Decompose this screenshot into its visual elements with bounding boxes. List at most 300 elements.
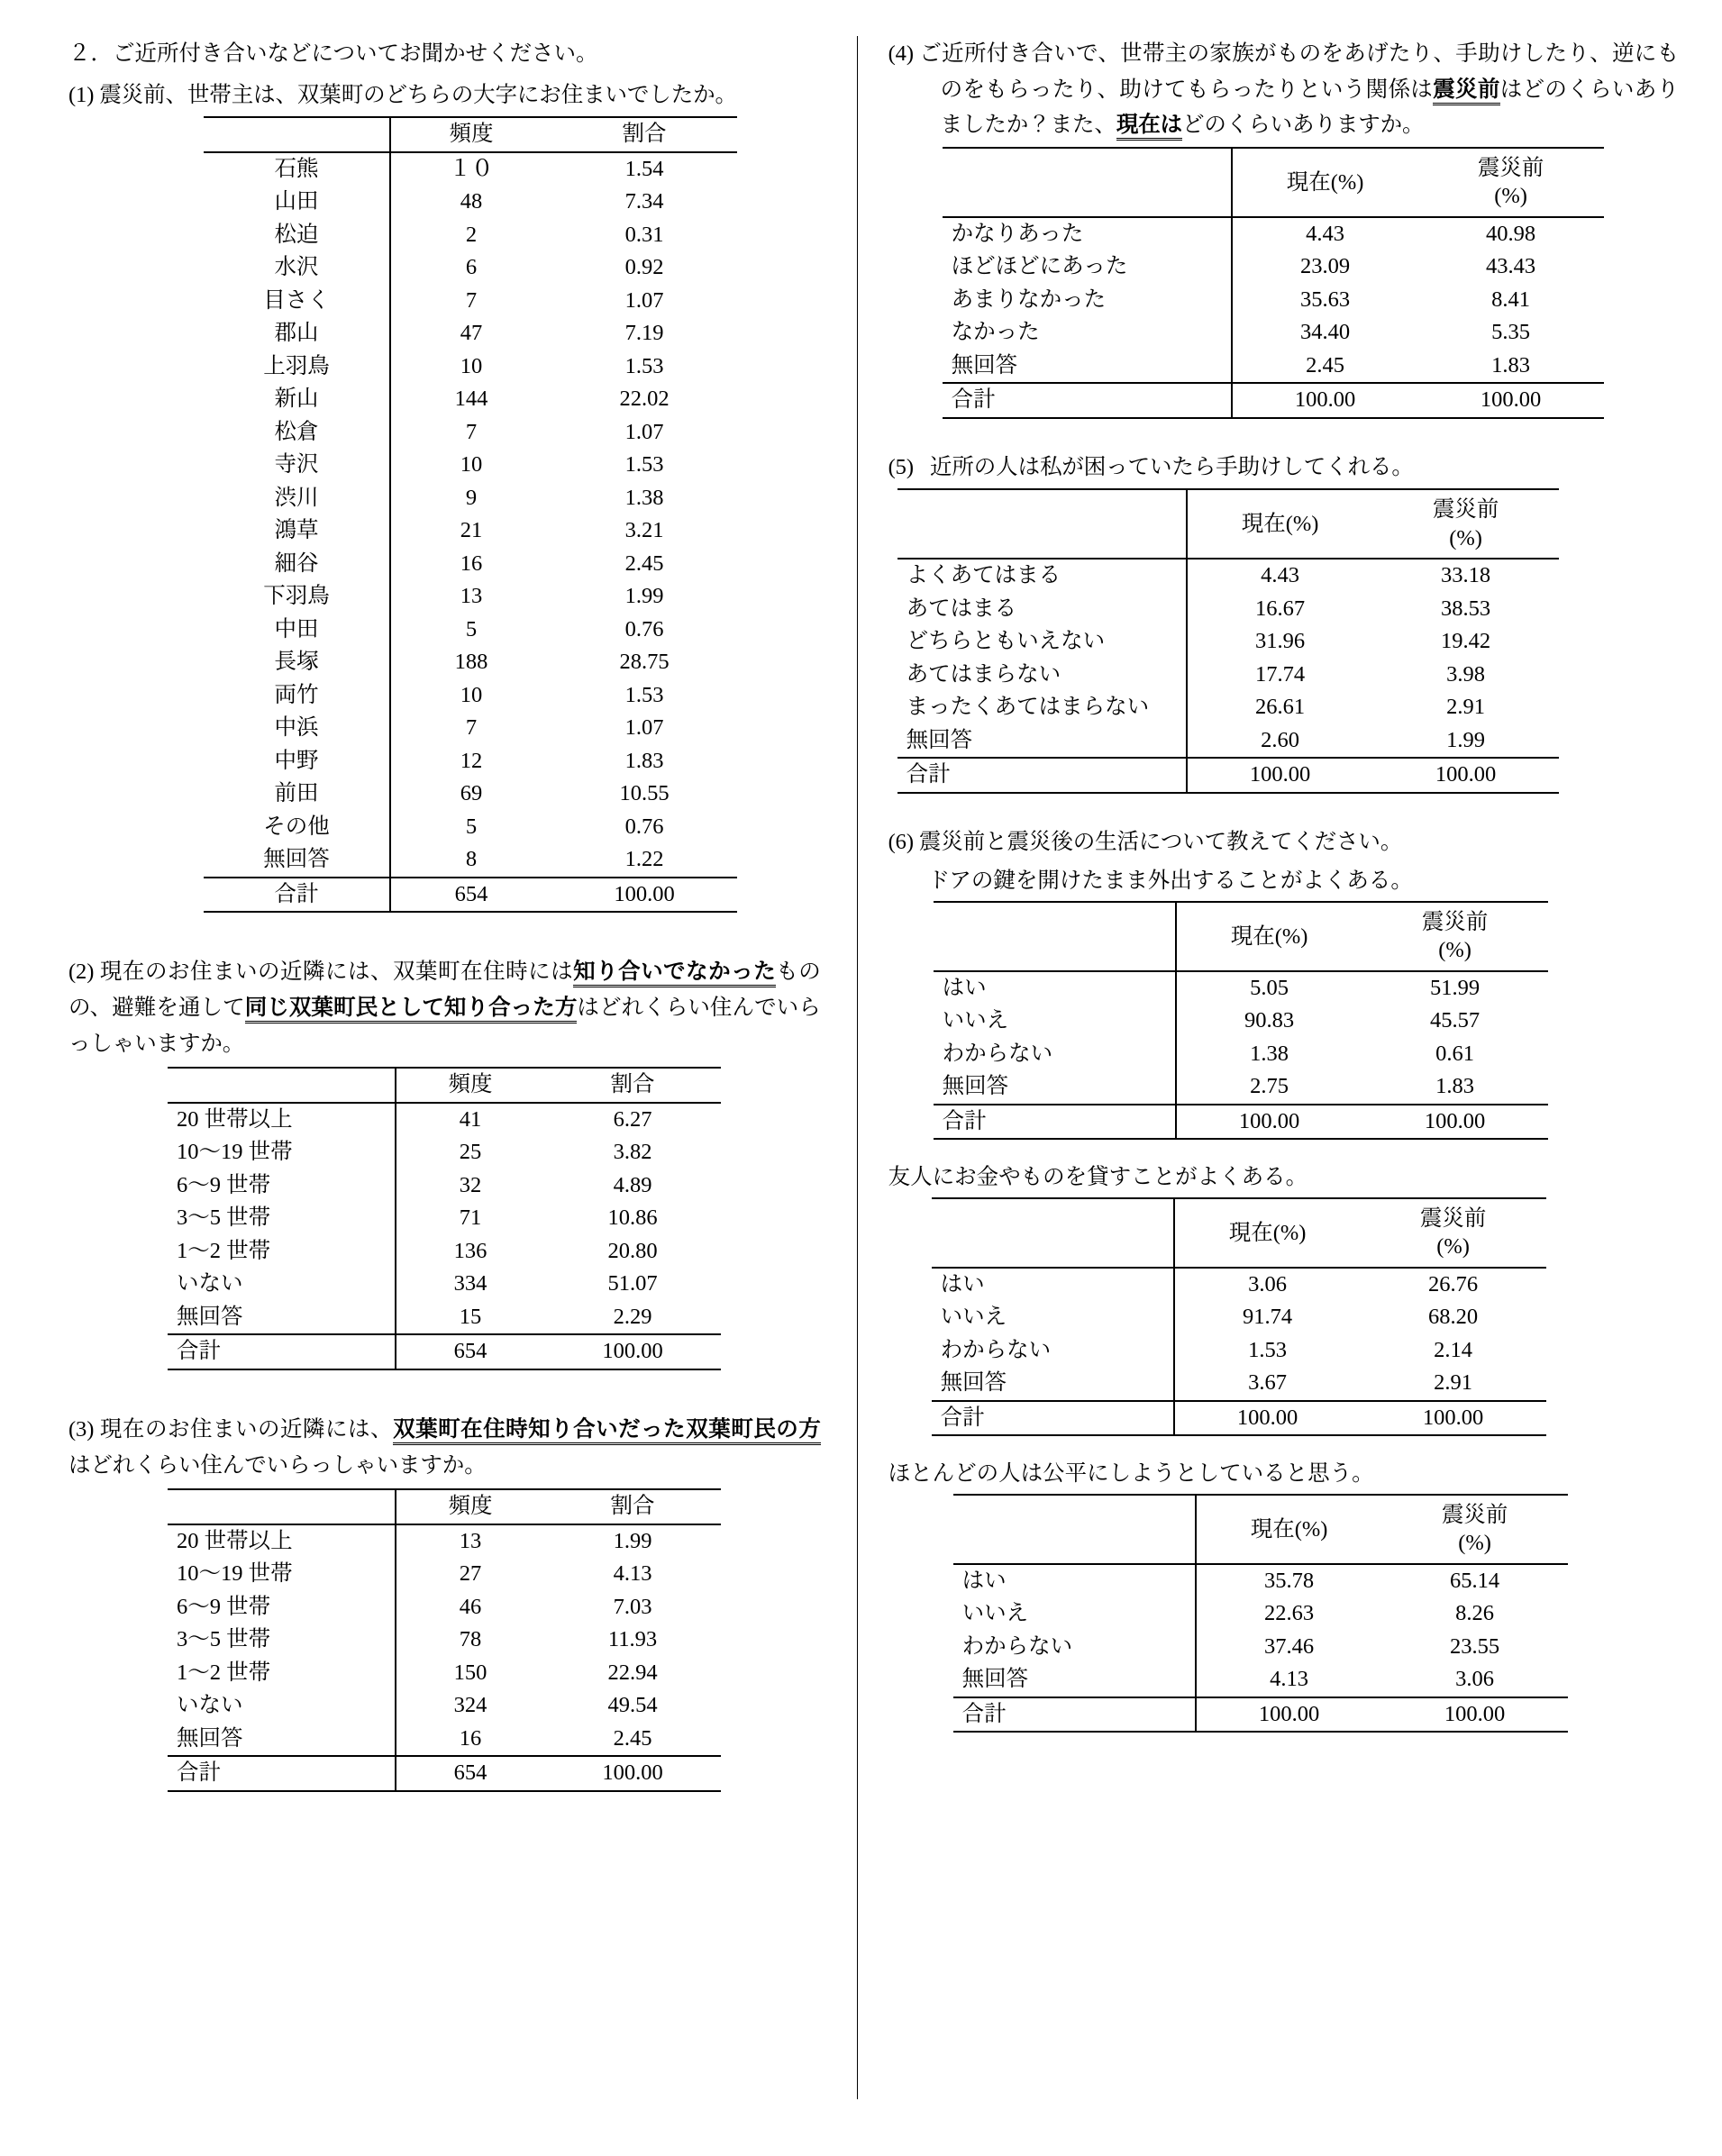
row-label: 寺沢	[204, 449, 390, 482]
row-label: わからない	[934, 1038, 1176, 1071]
table-row	[168, 1689, 721, 1723]
col-header-before-quake-line2: (%)	[1449, 525, 1482, 550]
question-4-body-b: はどのくらいありましたか？また、	[940, 77, 1679, 138]
question-6-sub3-table-wrap	[953, 1494, 1679, 1733]
row-ratio: 28.75	[619, 650, 670, 675]
row-frequency: 5	[465, 814, 478, 839]
row-label: 無回答	[934, 1070, 1176, 1105]
table-total-row	[953, 1697, 1568, 1733]
table-row	[168, 1235, 721, 1269]
question-6-body: 震災前と震災後の生活について教えてください。	[918, 829, 1403, 854]
row-current: 90.83	[1244, 1008, 1295, 1033]
row-before: 1.83	[1491, 352, 1531, 378]
row-label: 石熊	[204, 152, 390, 186]
row-before: 5.35	[1491, 320, 1531, 345]
row-label: 1〜2 世帯	[168, 1657, 396, 1690]
row-ratio: 1.53	[624, 353, 664, 378]
col-header-before-quake-line1: 震災前	[1432, 497, 1499, 523]
table-row	[934, 1005, 1548, 1038]
row-ratio: 1.54	[624, 156, 664, 181]
col-header-current: 現在(%)	[1187, 489, 1373, 559]
question-6-number: (6)	[888, 829, 914, 854]
row-before: 51.99	[1430, 975, 1481, 1000]
row-ratio: 1.99	[624, 584, 664, 609]
row-before: 3.98	[1446, 661, 1486, 687]
table-header-row	[168, 1068, 721, 1103]
table-body	[897, 559, 1559, 793]
row-current: 35.63	[1300, 287, 1351, 312]
row-label: 無回答	[897, 724, 1187, 759]
row-current: 37.46	[1264, 1633, 1315, 1659]
row-frequency: 7	[465, 715, 478, 741]
row-current: 35.78	[1264, 1568, 1315, 1593]
table-row	[204, 186, 737, 219]
section-title: ご近所付き合いなどについてお聞かせください。	[113, 41, 598, 66]
row-frequency: 136	[453, 1238, 487, 1263]
row-ratio: 49.54	[607, 1693, 658, 1718]
row-frequency: 32	[459, 1172, 482, 1197]
table-row	[943, 217, 1604, 251]
row-ratio: 4.89	[613, 1172, 652, 1197]
row-frequency: 41	[459, 1106, 482, 1132]
table-row	[932, 1367, 1546, 1401]
table-row	[204, 514, 737, 548]
row-before: 26.76	[1428, 1271, 1479, 1296]
question-4-emphasis-a: 震災前	[1433, 77, 1500, 105]
col-header-before-quake	[1361, 1198, 1546, 1268]
table-header-row	[934, 902, 1548, 971]
row-label: 1〜2 世帯	[168, 1235, 396, 1269]
row-current: 3.67	[1248, 1370, 1288, 1396]
row-label: 無回答	[943, 350, 1232, 384]
row-before: 8.41	[1491, 287, 1531, 312]
table-header-row	[168, 1489, 721, 1524]
question-3-table-wrap	[168, 1488, 821, 1792]
row-label: 両竹	[204, 679, 390, 713]
table-row	[168, 1723, 721, 1757]
total-current: 100.00	[1176, 1105, 1362, 1140]
question-6-text	[888, 824, 1679, 860]
table-total-row	[934, 1105, 1548, 1140]
question-2-number: (2)	[68, 960, 95, 985]
col-header-blank	[943, 148, 1232, 217]
question-5-table-wrap	[897, 488, 1679, 793]
question-2-table	[168, 1067, 721, 1370]
col-header-before-quake-line1: 震災前	[1419, 1205, 1487, 1231]
table-row	[168, 1136, 721, 1169]
table-head	[204, 117, 737, 152]
table-row	[204, 152, 737, 186]
row-before: 19.42	[1441, 629, 1491, 654]
table-total-row	[168, 1334, 721, 1369]
table-row	[168, 1268, 721, 1301]
col-header-before-quake-line2: (%)	[1438, 938, 1471, 963]
table-row	[943, 284, 1604, 317]
section-number: ２．	[68, 41, 113, 66]
row-frequency: 47	[460, 321, 483, 346]
row-ratio: 7.03	[613, 1594, 652, 1619]
row-label: よくあてはまる	[897, 559, 1187, 593]
table-header-row	[943, 148, 1604, 217]
row-before: 68.20	[1428, 1305, 1479, 1330]
row-frequency: 27	[459, 1561, 482, 1587]
col-header-before-quake-line1: 震災前	[1441, 1502, 1508, 1527]
row-current: 1.53	[1248, 1337, 1288, 1362]
row-frequency: 46	[459, 1594, 482, 1619]
col-header-ratio: 割合	[544, 1489, 721, 1524]
table-row	[204, 548, 737, 581]
row-frequency: 144	[454, 387, 488, 412]
table-row	[953, 1663, 1568, 1697]
table-body	[934, 971, 1548, 1140]
table-row	[168, 1202, 721, 1235]
row-ratio: 22.02	[619, 387, 670, 412]
total-ratio: 100.00	[544, 1756, 721, 1791]
table-row	[204, 350, 737, 384]
total-current: 100.00	[1232, 383, 1418, 418]
row-label: はい	[932, 1268, 1174, 1302]
table-total-row	[932, 1401, 1546, 1436]
row-label: 松迫	[204, 219, 390, 252]
row-label: いない	[168, 1689, 396, 1723]
row-frequency: 324	[453, 1693, 487, 1718]
table-row	[943, 316, 1604, 350]
row-label: 10〜19 世帯	[168, 1136, 396, 1169]
row-current: 31.96	[1255, 629, 1306, 654]
question-5-table	[897, 488, 1559, 793]
table-body	[168, 1524, 721, 1791]
row-label: 下羽鳥	[204, 580, 390, 614]
row-before: 40.98	[1486, 221, 1536, 246]
col-header-blank	[168, 1068, 396, 1103]
total-label: 合計	[934, 1105, 1176, 1140]
row-ratio: 6.27	[613, 1106, 652, 1132]
row-before: 2.14	[1434, 1337, 1473, 1362]
total-label: 合計	[897, 758, 1187, 793]
row-frequency: 6	[465, 255, 478, 280]
table-row	[953, 1631, 1568, 1664]
row-ratio: 2.45	[613, 1725, 652, 1751]
total-before: 100.00	[1362, 1105, 1548, 1140]
question-6-sub2-title: 友人にお金やものを貸すことがよくある。	[888, 1165, 1308, 1190]
row-frequency: 78	[459, 1627, 482, 1652]
row-label: 3〜5 世帯	[168, 1202, 396, 1235]
row-label: 目さく	[204, 285, 390, 318]
table-row	[204, 614, 737, 647]
table-body	[168, 1103, 721, 1369]
right-column	[878, 36, 1679, 2156]
row-ratio: 1.53	[624, 682, 664, 707]
row-frequency: 10	[460, 353, 483, 378]
table-row	[934, 1070, 1548, 1105]
table-row	[934, 1038, 1548, 1071]
question-3-number: (3)	[68, 1416, 95, 1442]
table-head	[897, 489, 1559, 559]
row-before: 65.14	[1450, 1568, 1500, 1593]
question-1-text	[68, 77, 821, 114]
row-current: 34.40	[1300, 320, 1351, 345]
row-frequency: 7	[465, 419, 478, 444]
col-header-blank	[168, 1489, 396, 1524]
row-current: 17.74	[1255, 661, 1306, 687]
row-frequency: 5	[465, 616, 478, 641]
table-row	[897, 625, 1559, 659]
row-before: 38.53	[1441, 596, 1491, 621]
total-current: 100.00	[1187, 758, 1373, 793]
table-row	[204, 811, 737, 844]
row-current: 2.45	[1306, 352, 1345, 378]
row-frequency: 21	[460, 518, 483, 543]
row-current: 23.09	[1300, 254, 1351, 279]
question-4-table-wrap	[943, 147, 1679, 419]
question-2-emphasis-b: 同じ双葉町民として知り合った方	[245, 996, 578, 1023]
col-header-before-quake-line2: (%)	[1494, 184, 1527, 209]
row-ratio: 1.07	[624, 715, 664, 741]
question-2-table-wrap	[168, 1067, 821, 1370]
spacer	[888, 1436, 1679, 1456]
total-label: 合計	[168, 1756, 396, 1791]
row-label: 水沢	[204, 251, 390, 285]
row-label: その他	[204, 811, 390, 844]
question-1-number: (1)	[68, 82, 95, 107]
total-current: 100.00	[1174, 1401, 1361, 1436]
table-row	[897, 691, 1559, 724]
question-1-table-wrap	[204, 116, 821, 913]
question-4-body-a: ご近所付き合いで、世帯主の家族がものをあげたり、手助けしたり、逆にものをもらったり、助けてもらったりという関係は	[919, 41, 1679, 102]
row-ratio: 2.45	[624, 550, 664, 576]
row-label: どちらともいえない	[897, 625, 1187, 659]
table-body	[204, 152, 737, 913]
col-header-current: 現在(%)	[1174, 1198, 1361, 1268]
row-label: 前田	[204, 778, 390, 811]
row-frequency: 188	[454, 650, 488, 675]
col-header-ratio: 割合	[551, 117, 737, 152]
row-current: 5.05	[1250, 975, 1289, 1000]
spacer	[68, 913, 821, 954]
row-label: まったくあてはまらない	[897, 691, 1187, 724]
row-label: 無回答	[168, 1301, 396, 1335]
table-row	[934, 971, 1548, 1005]
row-frequency: 334	[453, 1271, 487, 1296]
table-row	[168, 1169, 721, 1203]
row-frequency: 16	[459, 1725, 482, 1751]
row-frequency: 13	[459, 1528, 482, 1553]
question-2-body-c: はどれくらい住んでいらっしゃいますか。	[68, 996, 821, 1056]
table-row	[168, 1657, 721, 1690]
table-row	[897, 724, 1559, 759]
col-header-before-quake	[1373, 489, 1559, 559]
row-label: はい	[934, 971, 1176, 1005]
col-header-current: 現在(%)	[1176, 902, 1362, 971]
question-4-text	[888, 36, 1679, 143]
row-label: かなりあった	[943, 217, 1232, 251]
table-row	[204, 679, 737, 713]
col-header-before-quake-line1: 震災前	[1477, 156, 1544, 181]
table-row	[953, 1597, 1568, 1631]
table-row	[204, 646, 737, 679]
total-label: 合計	[204, 878, 390, 913]
row-current: 1.38	[1250, 1041, 1289, 1066]
table-row	[943, 250, 1604, 284]
col-header-blank	[932, 1198, 1174, 1268]
table-head	[168, 1068, 721, 1103]
total-before: 100.00	[1373, 758, 1559, 793]
row-label: 中野	[204, 745, 390, 778]
table-row	[168, 1301, 721, 1335]
row-ratio: 0.92	[624, 255, 664, 280]
total-ratio: 100.00	[551, 878, 737, 913]
row-frequency: 48	[460, 189, 483, 214]
col-header-before-quake-line2: (%)	[1436, 1234, 1470, 1260]
col-header-blank	[897, 489, 1187, 559]
question-3-text	[68, 1412, 821, 1483]
row-before: 1.99	[1446, 727, 1486, 752]
row-before: 1.83	[1435, 1074, 1475, 1099]
table-head	[943, 148, 1604, 217]
row-ratio: 51.07	[607, 1271, 658, 1296]
row-ratio: 7.19	[624, 321, 664, 346]
row-label: いいえ	[934, 1005, 1176, 1038]
table-row	[204, 285, 737, 318]
row-ratio: 4.13	[613, 1561, 652, 1587]
row-before: 2.91	[1446, 695, 1486, 720]
question-1-body: 震災前、世帯主は、双葉町のどちらの大字にお住まいでしたか。	[99, 82, 737, 107]
row-label: 3〜5 世帯	[168, 1624, 396, 1657]
col-header-blank	[953, 1495, 1196, 1564]
col-header-before-quake	[1382, 1495, 1568, 1564]
table-row	[897, 659, 1559, 692]
col-header-current: 現在(%)	[1196, 1495, 1382, 1564]
spacer	[888, 419, 1679, 450]
row-ratio: 10.86	[607, 1205, 658, 1231]
row-label: 松倉	[204, 416, 390, 450]
question-3-body-b: はどれくらい住んでいらっしゃいますか。	[68, 1452, 487, 1478]
question-1-table	[204, 116, 737, 913]
table-row	[897, 593, 1559, 626]
total-label: 合計	[168, 1334, 396, 1369]
row-frequency: 10	[460, 452, 483, 478]
row-ratio: 1.22	[624, 847, 664, 872]
total-frequency: 654	[390, 878, 551, 913]
question-6-sub2-table	[932, 1197, 1546, 1436]
row-ratio: 1.38	[624, 485, 664, 510]
col-header-blank	[204, 117, 390, 152]
row-current: 2.75	[1250, 1074, 1289, 1099]
table-header-row	[897, 489, 1559, 559]
table-row	[932, 1301, 1546, 1334]
row-label: 中浜	[204, 712, 390, 745]
question-4-emphasis-b: 現在は	[1116, 113, 1182, 141]
question-4-number: (4)	[888, 41, 914, 66]
row-before: 45.57	[1430, 1008, 1481, 1033]
row-ratio: 1.83	[624, 748, 664, 773]
table-head	[168, 1489, 721, 1524]
row-ratio: 3.82	[613, 1140, 652, 1165]
total-label: 合計	[943, 383, 1232, 418]
col-header-blank	[934, 902, 1176, 971]
table-row	[932, 1334, 1546, 1368]
question-2-body-b: ものの、避難を通して	[68, 960, 821, 1021]
question-6-sub1-table-wrap	[934, 901, 1679, 1140]
row-current: 4.13	[1270, 1667, 1309, 1692]
col-header-before-quake	[1362, 902, 1548, 971]
question-6-sub3-title: ほとんどの人は公平にしようとしていると思う。	[888, 1461, 1374, 1487]
question-6-sub1-title: ドアの鍵を開けたまま外出することがよくある。	[927, 869, 1413, 894]
col-header-frequency: 頻度	[396, 1068, 544, 1103]
table-total-row	[943, 383, 1604, 418]
column-divider	[857, 36, 858, 2099]
total-before: 100.00	[1418, 383, 1604, 418]
table-row	[204, 416, 737, 450]
row-label: なかった	[943, 316, 1232, 350]
table-body	[943, 217, 1604, 418]
table-row	[204, 843, 737, 878]
row-ratio: 11.93	[607, 1627, 658, 1652]
row-before: 2.91	[1434, 1370, 1473, 1396]
row-before: 43.43	[1486, 254, 1536, 279]
row-label: 新山	[204, 383, 390, 416]
col-header-before-quake	[1418, 148, 1604, 217]
row-current: 91.74	[1243, 1305, 1293, 1330]
row-label: 渋川	[204, 482, 390, 515]
table-total-row	[204, 878, 737, 913]
row-ratio: 22.94	[607, 1660, 658, 1685]
row-label: 無回答	[168, 1723, 396, 1757]
row-current: 3.06	[1248, 1271, 1288, 1296]
spacer	[888, 794, 1679, 824]
table-head	[934, 902, 1548, 971]
table-row	[897, 559, 1559, 593]
row-label: 山田	[204, 186, 390, 219]
row-label: 20 世帯以上	[168, 1103, 396, 1137]
row-label: 10〜19 世帯	[168, 1558, 396, 1591]
row-ratio: 20.80	[607, 1238, 658, 1263]
row-label: 郡山	[204, 317, 390, 350]
row-frequency: 25	[459, 1140, 482, 1165]
row-label: はい	[953, 1564, 1196, 1598]
row-label: 無回答	[932, 1367, 1174, 1401]
question-2-emphasis-a: 知り合いでなかった	[573, 960, 776, 987]
row-label: 6〜9 世帯	[168, 1169, 396, 1203]
table-body	[932, 1268, 1546, 1436]
table-row	[168, 1591, 721, 1624]
row-before: 3.06	[1455, 1667, 1495, 1692]
table-row	[204, 712, 737, 745]
row-label: あてはまる	[897, 593, 1187, 626]
row-ratio: 7.34	[624, 189, 664, 214]
table-row	[204, 778, 737, 811]
question-3-body-a: 現在のお住まいの近隣には、	[99, 1416, 394, 1442]
row-label: 細谷	[204, 548, 390, 581]
row-ratio: 1.07	[624, 419, 664, 444]
question-3-emphasis-a: 双葉町在住時知り合いだった双葉町民の方	[393, 1417, 821, 1445]
row-frequency: 9	[465, 485, 478, 510]
row-frequency: 13	[460, 584, 483, 609]
question-4-body-c: どのくらいありますか。	[1182, 113, 1425, 138]
row-label: 6〜9 世帯	[168, 1591, 396, 1624]
total-ratio: 100.00	[544, 1334, 721, 1369]
col-header-before-quake-line1: 震災前	[1421, 910, 1489, 935]
question-5-body: 近所の人は私が困っていたら手助けしてくれる。	[929, 454, 1414, 479]
table-row	[204, 745, 737, 778]
row-frequency: 8	[465, 847, 478, 872]
question-5-text	[888, 450, 1679, 486]
row-ratio: 1.99	[613, 1528, 652, 1553]
table-body	[953, 1564, 1568, 1733]
row-current: 4.43	[1261, 563, 1300, 588]
row-label: いない	[168, 1268, 396, 1301]
spacer	[68, 1370, 821, 1412]
